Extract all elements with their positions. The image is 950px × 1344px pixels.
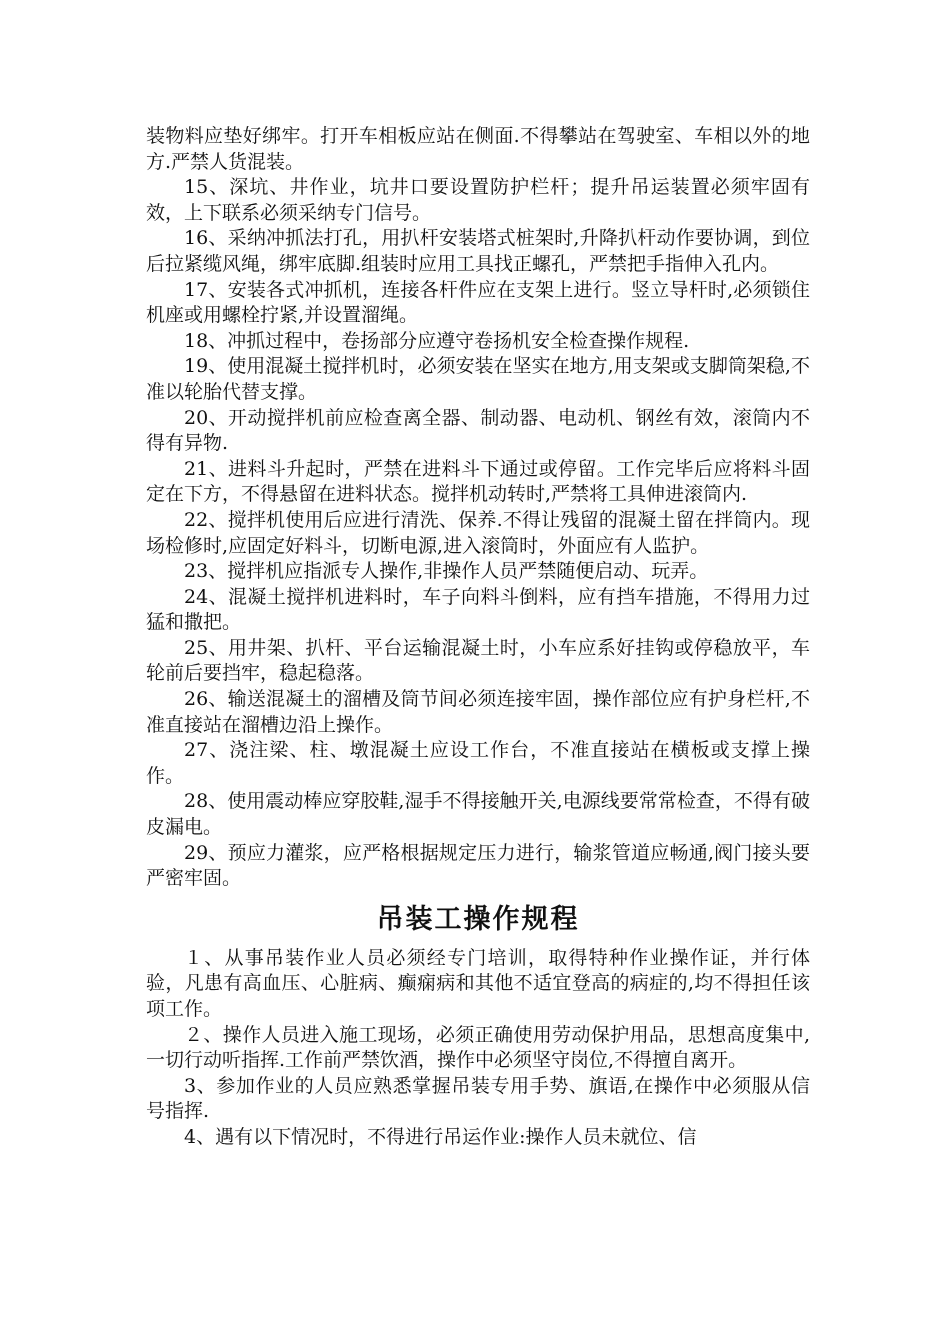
rule-18: 18、冲抓过程中，卷扬部分应遵守卷扬机安全检查操作规程. [184,329,690,352]
rule-22: 22、搅拌机使用后应进行清洗、保养.不得让残留的混凝土留在拌筒内。现场检修时,应固定好料斗，切断电源,进入滚筒时，外面应有人监护。 [146,508,810,557]
lifting-rule-2: ２、操作人员进入施工现场，必须正确使用劳动保护用品，思想高度集中,一切行动听指挥.工作前严禁饮酒，操作中必须坚守岗位,不得擅自离开。 [146,1023,810,1072]
lifting-rule-4: 4、遇有以下情况时，不得进行吊运作业:操作人员未就位、信 [184,1125,697,1148]
rule-23: 23、搅拌机应指派专人操作,非操作人员严禁随便启动、玩弄。 [184,560,709,583]
rule-21: 21、进料斗升起时，严禁在进料斗下通过或停留。工作完毕后应将料斗固定在下方，不得悬留在进料状态。搅拌机动转时,严禁将工具伸进滚筒内. [146,457,810,506]
rule-16: 16、采纳冲抓法打孔，用扒杆安装塔式桩架时,升降扒杆动作要协调，到位后拉紧缆风绳，绑牢底脚.组装时应用工具找正螺孔，严禁把手指伸入孔内。 [146,227,810,275]
lifting-rule-3: 3、参加作业的人员应熟悉掌握吊装专用手势、旗语,在操作中必须服从信号指挥. [146,1074,810,1123]
rule-20: 20、开动搅拌机前应检查离全器、制动器、电动机、钢丝有效，滚筒内不得有异物. [146,406,810,455]
rule-29: 29、预应力灌浆，应严格根据规定压力进行，输浆管道应畅通,阀门接头要严密牢固。 [146,841,810,890]
rule-19: 19、使用混凝土搅拌机时，必须安装在坚实在地方,用支架或支脚筒架稳,不准以轮胎代替支撑。 [146,355,810,403]
rule-15: 15、深坑、井作业，坑井口要设置防护栏杆；提升吊运装置必须牢固有效，上下联系必须采纳专门信号。 [146,176,810,224]
rule-28: 28、使用震动棒应穿胶鞋,湿手不得接触开关,电源线要常常检查，不得有破皮漏电。 [146,790,810,839]
rule-27: 27、浇注梁、柱、墩混凝土应设工作台，不准直接站在横板或支撑上操作。 [146,739,810,787]
section-heading: 吊装工操作规程 [376,903,580,935]
lifting-rule-1: １、从事吊装作业人员必须经专门培训，取得特种作业操作证，并行体验，凡患有高血压、心脏病、癫痫病和其他不适宜登高的病症的,均不得担任该项工作。 [146,946,810,1020]
rule-17: 17、安装各式冲抓机，连接各杆件应在支架上进行。竖立导杆时,必须锁住机座或用螺栓拧紧,并设置溜绳。 [146,278,810,327]
rule-25: 25、用井架、扒杆、平台运输混凝土时，小车应系好挂钩或停稳放平，车轮前后要挡牢，稳起稳落。 [146,636,810,685]
rule-26: 26、输送混凝土的溜槽及筒节间必须连接牢固，操作部位应有护身栏杆,不准直接站在溜槽边沿上操作。 [146,688,810,736]
document-page [146,124,810,1151]
rule-24: 24、混凝土搅拌机进料时，车子向料斗倒料，应有挡车措施，不得用力过猛和撒把。 [146,585,810,634]
paragraph-continuation: 装物料应垫好绑牢。打开车相板应站在侧面.不得攀站在驾驶室、车相以外的地方.严禁人货混装。 [146,125,810,173]
